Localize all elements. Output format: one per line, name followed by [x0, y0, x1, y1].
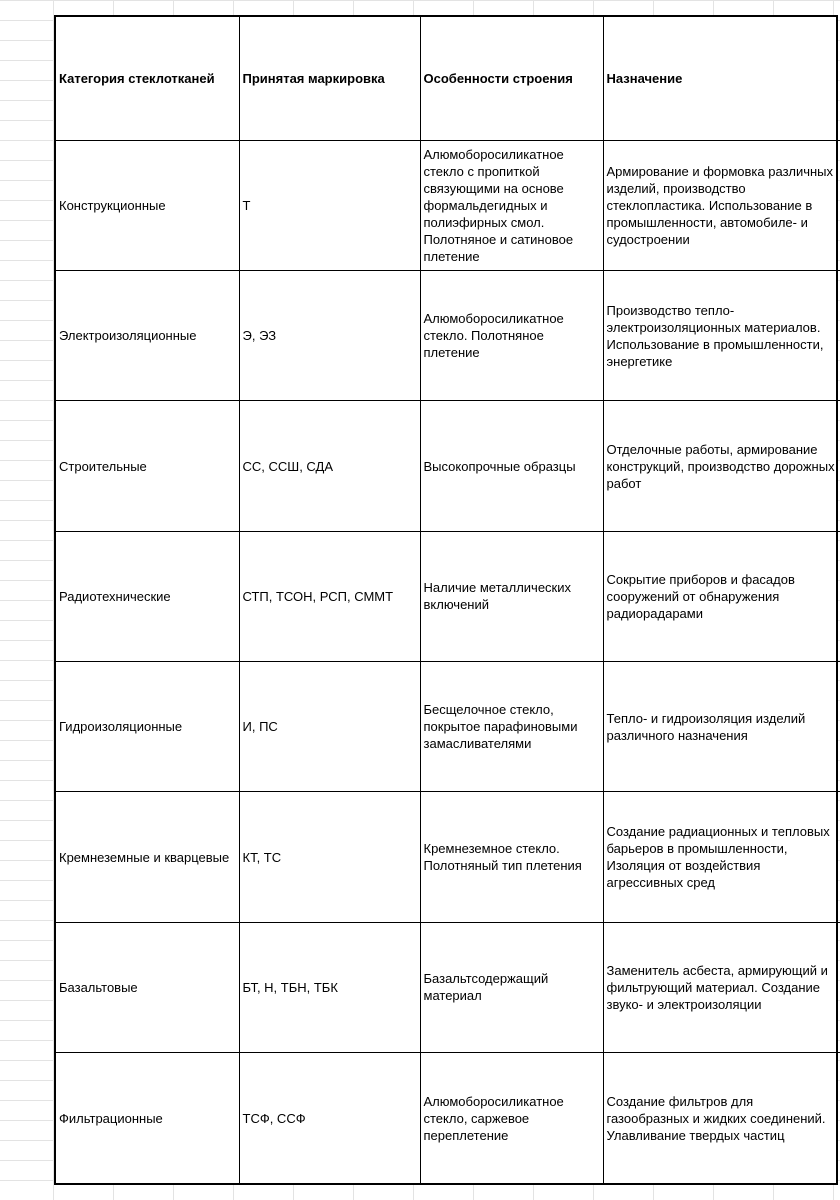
header-structure: Особенности строения — [420, 17, 603, 140]
cell-category: Кремнеземные и кварцевые — [56, 792, 239, 922]
table-row — [56, 531, 840, 661]
fiberglass-categories-table — [56, 17, 840, 1183]
table-row — [56, 662, 840, 792]
table-row — [56, 922, 840, 1052]
cell-marking: БТ, Н, ТБН, ТБК — [239, 922, 420, 1052]
fiberglass-table-sheet — [54, 15, 838, 1185]
header-category: Категория стеклотканей — [56, 17, 239, 140]
table-row — [56, 1053, 840, 1183]
header-purpose: Назначение — [603, 17, 840, 140]
table-header-row — [56, 17, 840, 140]
cell-purpose: Производство тепло-электроизоляционных материалов. Использование в промышленности, энергетике — [603, 271, 840, 401]
cell-purpose: Сокрытие приборов и фасадов сооружений от обнаружения радиорадарами — [603, 531, 840, 661]
cell-category: Базальтовые — [56, 922, 239, 1052]
cell-category: Конструкционные — [56, 140, 239, 270]
cell-marking: Т — [239, 140, 420, 270]
cell-purpose: Создание фильтров для газообразных и жидких соединений. Улавливание твердых частиц — [603, 1053, 840, 1183]
cell-marking: КТ, ТС — [239, 792, 420, 922]
cell-structure: Бесщелочное стекло, покрытое парафиновыми замасливателями — [420, 662, 603, 792]
cell-marking: И, ПС — [239, 662, 420, 792]
cell-structure: Высокопрочные образцы — [420, 401, 603, 531]
cell-purpose: Создание радиационных и тепловых барьеров в промышленности, Изоляция от воздействия агрессивных сред — [603, 792, 840, 922]
table-row — [56, 140, 840, 270]
cell-structure: Алюмоборосиликатное стекло с пропиткой связующими на основе формальдегидных и полиэфирных смол. Полотняное и сатиновое плетение — [420, 140, 603, 270]
cell-category: Радиотехнические — [56, 531, 239, 661]
header-marking: Принятая маркировка — [239, 17, 420, 140]
cell-purpose: Отделочные работы, армирование конструкций, производство дорожных работ — [603, 401, 840, 531]
cell-structure: Алюмоборосиликатное стекло. Полотняное плетение — [420, 271, 603, 401]
cell-marking: СС, ССШ, СДА — [239, 401, 420, 531]
cell-structure: Базальтсодержащий материал — [420, 922, 603, 1052]
cell-structure: Алюмоборосиликатное стекло, саржевое переплетение — [420, 1053, 603, 1183]
cell-category: Электроизоляционные — [56, 271, 239, 401]
cell-category: Строительные — [56, 401, 239, 531]
cell-structure: Кремнеземное стекло. Полотняный тип плетения — [420, 792, 603, 922]
cell-purpose: Армирование и формовка различных изделий, производство стеклопластика. Использование в промышленности, автомобиле- и судостроении — [603, 140, 840, 270]
cell-purpose: Тепло- и гидроизоляция изделий различного назначения — [603, 662, 840, 792]
table-row — [56, 271, 840, 401]
cell-marking: ТСФ, ССФ — [239, 1053, 420, 1183]
cell-structure: Наличие металлических включений — [420, 531, 603, 661]
cell-purpose: Заменитель асбеста, армирующий и фильтрующий материал. Создание звуко- и электроизоляции — [603, 922, 840, 1052]
cell-marking: СТП, ТСОН, РСП, СММТ — [239, 531, 420, 661]
cell-category: Фильтрационные — [56, 1053, 239, 1183]
table-row — [56, 792, 840, 922]
table-row — [56, 401, 840, 531]
cell-category: Гидроизоляционные — [56, 662, 239, 792]
cell-marking: Э, ЭЗ — [239, 271, 420, 401]
